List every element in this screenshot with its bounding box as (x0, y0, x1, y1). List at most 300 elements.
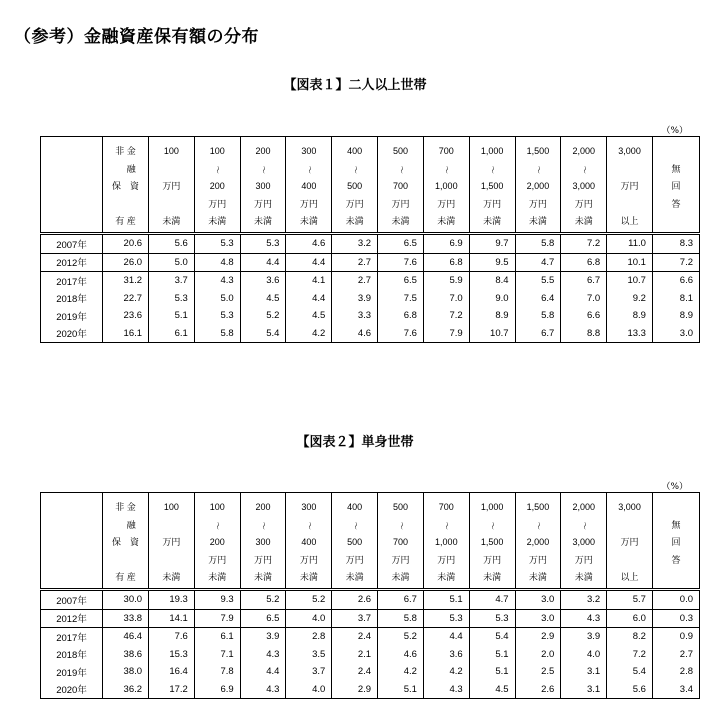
column-header-line: 万円 (437, 554, 456, 565)
value-cell: 17.2 (149, 681, 195, 699)
range-tilde: ～ (258, 165, 268, 174)
column-header-line (149, 552, 194, 570)
column-header-line (653, 569, 699, 587)
column-header-line: 万円 (162, 181, 181, 191)
column-header-line (561, 517, 606, 535)
column-header-line (653, 143, 699, 161)
value-cell: 5.0 (194, 290, 240, 308)
table-row (41, 663, 700, 681)
value-cell: 2.0 (515, 646, 561, 664)
value-cell: 38.0 (103, 663, 149, 681)
range-tilde: ～ (304, 165, 314, 174)
value-cell: 19.3 (149, 590, 195, 610)
value-cell: 3.1 (561, 663, 607, 681)
column-header-line: 1,000 (480, 146, 504, 156)
value-cell: 6.7 (561, 272, 607, 290)
column-header-line: 万円 (208, 554, 227, 565)
column-header-line: 2,000 (526, 537, 550, 547)
value-cell: 3.7 (286, 663, 332, 681)
value-cell: 4.7 (515, 253, 561, 272)
year-cell: 2020年 (41, 681, 103, 699)
column-header-line (332, 517, 377, 535)
value-cell: 4.2 (378, 663, 424, 681)
column-header (240, 493, 286, 590)
column-header-line: 万円 (345, 198, 364, 209)
range-tilde: ～ (350, 521, 360, 530)
value-cell: 4.6 (378, 646, 424, 664)
range-tilde: ～ (487, 165, 497, 174)
column-header (652, 493, 699, 590)
column-header-line: 400 (301, 537, 317, 547)
value-cell: 0.0 (652, 590, 699, 610)
column-header-line: 1,500 (480, 181, 504, 191)
column-header-line (332, 161, 377, 179)
value-cell: 46.4 (103, 628, 149, 646)
value-cell: 5.1 (149, 307, 195, 325)
column-header-line: 万円 (299, 554, 318, 565)
value-cell: 2.5 (515, 663, 561, 681)
value-cell: 7.2 (652, 253, 699, 272)
value-cell: 7.8 (194, 663, 240, 681)
value-cell: 9.0 (469, 290, 515, 308)
column-header (149, 137, 195, 234)
value-cell: 6.9 (423, 234, 469, 254)
range-tilde: ～ (487, 521, 497, 530)
column-header-line: 未満 (299, 216, 318, 226)
value-cell: 2.4 (332, 663, 378, 681)
column-header (286, 137, 332, 234)
column-header-line: 回 (671, 537, 681, 547)
column-header-line: 未満 (574, 572, 593, 582)
column-header-line: 100 (163, 146, 179, 156)
range-tilde: ～ (442, 165, 452, 174)
table-row (41, 253, 700, 272)
column-header-line: 未満 (208, 216, 227, 226)
column-header (423, 137, 469, 234)
value-cell: 8.4 (469, 272, 515, 290)
value-cell: 4.3 (240, 646, 286, 664)
column-header (469, 137, 515, 234)
column-header-line: 未満 (483, 572, 502, 582)
column-header-line: 700 (438, 502, 454, 512)
range-tilde: ～ (579, 165, 589, 174)
year-cell: 2018年 (41, 290, 103, 308)
column-header (332, 137, 378, 234)
column-header-line: 1,500 (526, 146, 550, 156)
value-cell: 5.0 (149, 253, 195, 272)
column-header-line: 2,000 (572, 146, 596, 156)
column-header-line (607, 552, 652, 570)
value-cell: 5.1 (423, 590, 469, 610)
value-cell: 9.5 (469, 253, 515, 272)
column-header-line: 3,000 (618, 146, 641, 156)
value-cell: 3.9 (240, 628, 286, 646)
table-row (41, 590, 700, 610)
value-cell: 2.6 (515, 681, 561, 699)
value-cell: 4.6 (286, 234, 332, 254)
header-row (41, 137, 700, 234)
column-header-line: 非 金 (115, 146, 136, 156)
year-cell: 2007年 (41, 590, 103, 610)
column-header-line (149, 161, 194, 179)
column-header-line: 未満 (208, 572, 227, 582)
value-cell: 13.3 (607, 325, 653, 343)
value-cell: 5.3 (423, 609, 469, 628)
value-cell: 36.2 (103, 681, 149, 699)
value-cell: 33.8 (103, 609, 149, 628)
value-cell: 7.5 (378, 290, 424, 308)
column-header (515, 493, 561, 590)
table-row (41, 681, 700, 699)
column-header-line (149, 196, 194, 214)
year-cell: 2017年 (41, 628, 103, 646)
column-header-line (607, 196, 652, 214)
value-cell: 8.2 (607, 628, 653, 646)
value-cell: 6.6 (652, 272, 699, 290)
value-cell: 5.3 (149, 290, 195, 308)
column-header-line: 500 (392, 146, 409, 156)
value-cell: 0.3 (652, 609, 699, 628)
value-cell: 2.7 (652, 646, 699, 664)
column-header-line: 3,000 (572, 537, 596, 547)
column-header (103, 493, 149, 590)
column-header-line: 答 (671, 198, 681, 209)
range-tilde: ～ (533, 165, 543, 174)
value-cell: 3.4 (652, 681, 699, 699)
column-header-line: 無 (671, 163, 681, 174)
column-header-line: 答 (671, 554, 681, 565)
value-cell: 5.4 (607, 663, 653, 681)
column-header-line (470, 161, 515, 179)
column-header-line: 1,500 (480, 537, 504, 547)
column-header-line: 300 (255, 537, 271, 547)
column-header-line (103, 196, 148, 214)
column-header-line: 万円 (254, 554, 273, 565)
value-cell: 4.3 (561, 609, 607, 628)
column-header-line: 万円 (483, 198, 502, 209)
value-cell: 5.4 (240, 325, 286, 343)
column-header-line: 200 (255, 146, 271, 156)
value-cell: 5.3 (240, 234, 286, 254)
value-cell: 4.2 (286, 325, 332, 343)
column-header-line: 500 (347, 537, 363, 547)
column-header (103, 137, 149, 234)
table-row (41, 628, 700, 646)
column-header-line (470, 517, 515, 535)
value-cell: 7.0 (423, 290, 469, 308)
column-header-line: 200 (209, 537, 225, 547)
value-cell: 9.2 (607, 290, 653, 308)
value-cell: 5.1 (378, 681, 424, 699)
value-cell: 26.0 (103, 253, 149, 272)
value-cell: 23.6 (103, 307, 149, 325)
value-cell: 3.6 (240, 272, 286, 290)
value-cell: 6.8 (423, 253, 469, 272)
value-cell: 7.0 (561, 290, 607, 308)
column-header-line (149, 517, 194, 535)
column-header-line: 万円 (391, 554, 410, 565)
column-header-line: 200 (255, 502, 271, 512)
value-cell: 5.3 (469, 609, 515, 628)
value-cell: 8.9 (469, 307, 515, 325)
column-header-line: 未満 (483, 216, 502, 226)
value-cell: 8.9 (652, 307, 699, 325)
value-cell: 2.1 (332, 646, 378, 664)
column-header-line: 100 (209, 502, 225, 512)
column-header-line (195, 161, 240, 179)
value-cell: 4.0 (286, 681, 332, 699)
year-cell: 2018年 (41, 646, 103, 664)
column-header (607, 137, 653, 234)
column-header-line: 万円 (299, 198, 318, 209)
value-cell: 5.2 (378, 628, 424, 646)
value-cell: 6.1 (149, 325, 195, 343)
column-header-line: 有 産 (115, 216, 136, 226)
column-header-line: 未満 (391, 572, 410, 582)
table1-subtitle: 【図表１】二人以上世帯 (283, 78, 427, 93)
value-cell: 4.3 (423, 681, 469, 699)
header-corner (41, 493, 103, 590)
column-header-line: 1,000 (435, 537, 458, 547)
column-header-line: 万円 (345, 554, 364, 565)
value-cell: 7.1 (194, 646, 240, 664)
value-cell: 5.8 (378, 609, 424, 628)
column-header-line: 700 (392, 537, 409, 547)
column-header-line: 1,000 (480, 502, 504, 512)
year-cell: 2007年 (41, 234, 103, 254)
column-header (561, 137, 607, 234)
column-header-line: 以上 (620, 216, 639, 226)
column-header (423, 493, 469, 590)
column-header-line (378, 161, 423, 179)
value-cell: 5.6 (149, 234, 195, 254)
column-header-line: 万円 (483, 554, 502, 565)
column-header-line: 200 (209, 181, 225, 191)
column-header-line (653, 213, 699, 231)
value-cell: 2.4 (332, 628, 378, 646)
column-header-line (103, 552, 148, 570)
column-header (194, 137, 240, 234)
column-header-line: 有 産 (115, 572, 136, 582)
value-cell: 9.3 (194, 590, 240, 610)
year-cell: 2020年 (41, 325, 103, 343)
range-tilde: ～ (396, 521, 406, 530)
column-header-line: 万円 (528, 554, 547, 565)
column-header-line: 万円 (528, 198, 547, 209)
value-cell: 4.4 (423, 628, 469, 646)
column-header-line: 未満 (574, 216, 593, 226)
page-title: （参考）金融資産保有額の分布 (14, 27, 259, 47)
value-cell: 2.9 (515, 628, 561, 646)
column-header-line (561, 161, 606, 179)
column-header-line: 2,000 (572, 502, 596, 512)
table-row (41, 290, 700, 308)
table-single-households (40, 492, 700, 699)
column-header-line: 300 (301, 146, 317, 156)
value-cell: 5.4 (469, 628, 515, 646)
column-header-line: 万円 (620, 181, 639, 191)
column-header (378, 493, 424, 590)
value-cell: 3.7 (332, 609, 378, 628)
range-tilde: ～ (258, 521, 268, 530)
column-header-line: 未満 (299, 572, 318, 582)
value-cell: 22.7 (103, 290, 149, 308)
table-row (41, 646, 700, 664)
value-cell: 11.0 (607, 234, 653, 254)
column-header-line (195, 517, 240, 535)
column-header (149, 493, 195, 590)
value-cell: 10.7 (469, 325, 515, 343)
column-header-line: 万円 (574, 198, 593, 209)
value-cell: 16.4 (149, 663, 195, 681)
column-header-line: 2,000 (526, 181, 550, 191)
column-header-line (607, 161, 652, 179)
value-cell: 3.2 (332, 234, 378, 254)
column-header-line: 万円 (208, 198, 227, 209)
column-header-line (516, 161, 561, 179)
value-cell: 6.5 (378, 272, 424, 290)
value-cell: 6.8 (561, 253, 607, 272)
column-header-line: 未満 (437, 572, 456, 582)
column-header-line: 未満 (345, 572, 364, 582)
year-cell: 2012年 (41, 609, 103, 628)
value-cell: 8.9 (607, 307, 653, 325)
value-cell: 10.1 (607, 253, 653, 272)
value-cell: 3.3 (332, 307, 378, 325)
column-header-line: 未満 (528, 572, 547, 582)
value-cell: 5.2 (286, 590, 332, 610)
value-cell: 3.9 (332, 290, 378, 308)
column-header-line (607, 517, 652, 535)
range-tilde: ～ (442, 521, 452, 530)
value-cell: 5.8 (515, 307, 561, 325)
value-cell: 4.4 (286, 290, 332, 308)
range-tilde: ～ (213, 165, 222, 174)
value-cell: 3.2 (561, 590, 607, 610)
value-cell: 16.1 (103, 325, 149, 343)
column-header-line: 300 (301, 502, 317, 512)
column-header-line: 300 (255, 181, 271, 191)
year-cell: 2019年 (41, 307, 103, 325)
range-tilde: ～ (213, 521, 222, 530)
year-cell: 2017年 (41, 272, 103, 290)
value-cell: 7.6 (378, 253, 424, 272)
value-cell: 4.1 (286, 272, 332, 290)
value-cell: 8.8 (561, 325, 607, 343)
value-cell: 2.7 (332, 253, 378, 272)
value-cell: 7.6 (378, 325, 424, 343)
table2-unit: （%） (661, 482, 688, 492)
value-cell: 30.0 (103, 590, 149, 610)
column-header-line: 未満 (528, 216, 547, 226)
column-header-line: 未満 (345, 216, 364, 226)
column-header-line: 万円 (620, 537, 639, 547)
column-header-line: 万円 (391, 198, 410, 209)
value-cell: 5.8 (515, 234, 561, 254)
value-cell: 4.0 (561, 646, 607, 664)
value-cell: 4.5 (240, 290, 286, 308)
value-cell: 4.5 (469, 681, 515, 699)
value-cell: 7.2 (561, 234, 607, 254)
column-header-line: 未満 (391, 216, 410, 226)
column-header-line: 万円 (437, 198, 456, 209)
column-header-line: 未満 (437, 216, 456, 226)
value-cell: 15.3 (149, 646, 195, 664)
column-header-line: 非 金 (115, 502, 136, 512)
table-row (41, 609, 700, 628)
column-header-line: 回 (671, 181, 681, 191)
value-cell: 2.8 (286, 628, 332, 646)
value-cell: 3.7 (149, 272, 195, 290)
column-header-line: 融 (115, 519, 136, 530)
header-row (41, 493, 700, 590)
column-header (194, 493, 240, 590)
column-header-line: 以上 (620, 572, 639, 582)
value-cell: 2.6 (332, 590, 378, 610)
column-header-line (241, 161, 286, 179)
value-cell: 4.4 (286, 253, 332, 272)
table-row (41, 234, 700, 254)
value-cell: 5.9 (423, 272, 469, 290)
value-cell: 8.1 (652, 290, 699, 308)
value-cell: 2.8 (652, 663, 699, 681)
value-cell: 0.9 (652, 628, 699, 646)
column-header-line: 万円 (254, 198, 273, 209)
value-cell: 5.3 (194, 234, 240, 254)
column-header-line (516, 517, 561, 535)
header-corner (41, 137, 103, 234)
value-cell: 10.7 (607, 272, 653, 290)
value-cell: 9.7 (469, 234, 515, 254)
column-header-line: 500 (347, 181, 363, 191)
value-cell: 3.6 (423, 646, 469, 664)
column-header-line: 3,000 (618, 502, 641, 512)
value-cell: 6.7 (378, 590, 424, 610)
value-cell: 3.0 (515, 609, 561, 628)
table2-subtitle: 【図表２】単身世帯 (296, 435, 414, 450)
value-cell: 3.0 (652, 325, 699, 343)
value-cell: 4.3 (240, 681, 286, 699)
value-cell: 7.2 (423, 307, 469, 325)
column-header-line: 700 (392, 181, 409, 191)
column-header-line: 万円 (574, 554, 593, 565)
table1-unit: （%） (661, 126, 688, 136)
table-two-person-households (40, 136, 700, 343)
value-cell: 4.5 (286, 307, 332, 325)
column-header-line: 3,000 (572, 181, 596, 191)
column-header-line: 400 (347, 146, 363, 156)
column-header-line (378, 517, 423, 535)
value-cell: 5.3 (194, 307, 240, 325)
column-header (332, 493, 378, 590)
column-header-line (653, 499, 699, 517)
column-header (607, 493, 653, 590)
value-cell: 7.6 (149, 628, 195, 646)
range-tilde: ～ (533, 521, 543, 530)
column-header-line: 未満 (162, 216, 181, 226)
value-cell: 4.0 (286, 609, 332, 628)
table-row (41, 307, 700, 325)
column-header-line (286, 161, 331, 179)
value-cell: 20.6 (103, 234, 149, 254)
column-header-line: 保 資 (112, 181, 140, 191)
value-cell: 4.4 (240, 253, 286, 272)
value-cell: 7.2 (607, 646, 653, 664)
column-header (561, 493, 607, 590)
value-cell: 4.8 (194, 253, 240, 272)
value-cell: 4.3 (194, 272, 240, 290)
value-cell: 6.4 (515, 290, 561, 308)
